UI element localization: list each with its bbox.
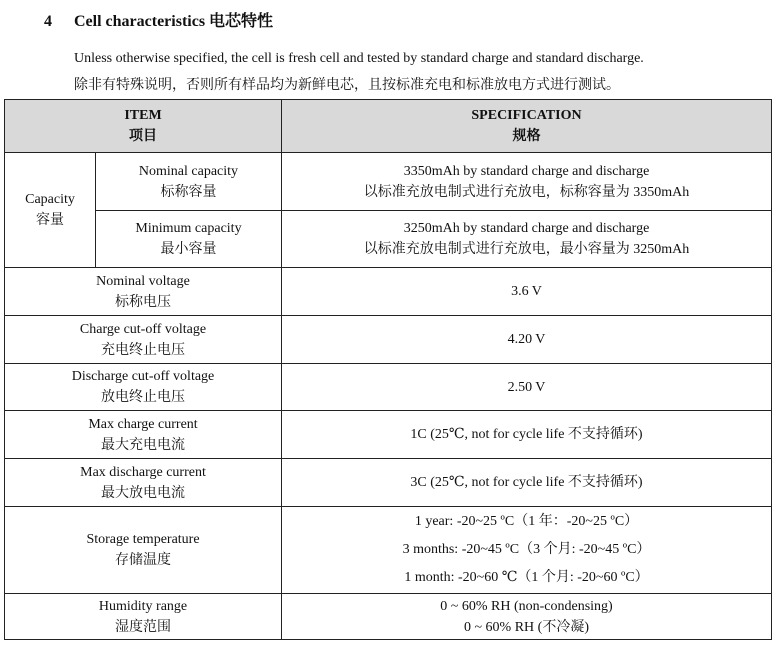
row-item: Discharge cut-off voltage 放电终止电压: [5, 364, 282, 411]
row-item: Humidity range 湿度范围: [5, 594, 282, 640]
table-row-charge-cutoff-voltage: [5, 316, 772, 364]
table-row-discharge-cutoff-voltage: [5, 364, 772, 411]
row-item: Max charge current 最大充电电流: [5, 411, 282, 459]
nominal-capacity-spec: 3350mAh by standard charge and discharge 以标准充放电制式进行充放电，标称容量为 3350mAh: [282, 153, 772, 211]
minimum-capacity-spec: 3250mAh by standard charge and discharge 以标准充放电制式进行充放电，最小容量为 3250mAh: [282, 211, 772, 268]
table-row-nominal-voltage: [5, 268, 772, 316]
row-spec: 3.6 V: [282, 268, 772, 316]
header-specification: SPECIFICATION 规格: [282, 100, 772, 153]
section-heading: [44, 8, 273, 31]
header-item: ITEM 项目: [5, 100, 282, 153]
table-row-minimum-capacity: [5, 211, 772, 268]
table-row-nominal-capacity: [5, 153, 772, 211]
intro-english: Unless otherwise specified, the cell is fresh cell and tested by standard charge and standard discharge.: [74, 51, 644, 66]
row-spec: 1C (25℃, not for cycle life 不支持循环): [282, 411, 772, 459]
humidity-range-spec: 0 ~ 60% RH (non-condensing) 0 ~ 60% RH (不冷凝): [282, 594, 772, 640]
row-spec: 2.50 V: [282, 364, 772, 411]
table-header-row: [5, 100, 772, 153]
table-row-max-charge-current: [5, 411, 772, 459]
table-row-humidity-range: [5, 594, 772, 640]
section-number: 4: [44, 13, 52, 30]
row-spec: 4.20 V: [282, 316, 772, 364]
nominal-capacity-item: Nominal capacity 标称容量: [96, 153, 282, 211]
row-item: Storage temperature 存储温度: [5, 507, 282, 594]
row-item: Charge cut-off voltage 充电终止电压: [5, 316, 282, 364]
minimum-capacity-item: Minimum capacity 最小容量: [96, 211, 282, 268]
capacity-group-label: Capacity 容量: [5, 153, 96, 268]
storage-temperature-spec: 1 year: -20~25 ºC（1 年：-20~25 ºC） 3 months: -20~45 ºC（3 个月: -20~45 ºC） 1 month: -20~60 ℃（1 个月: -20~60 ºC）: [282, 507, 772, 594]
intro-chinese: 除非有特殊说明，否则所有样品均为新鲜电芯，且按标准充电和标准放电方式进行测试。: [74, 78, 620, 93]
cell-characteristics-table: [4, 99, 772, 640]
row-item: Nominal voltage 标称电压: [5, 268, 282, 316]
row-item: Max discharge current 最大放电电流: [5, 459, 282, 507]
table-row-max-discharge-current: [5, 459, 772, 507]
section-title: Cell characteristics 电芯特性: [74, 13, 274, 30]
table-row-storage-temperature: [5, 507, 772, 594]
row-spec: 3C (25℃, not for cycle life 不支持循环): [282, 459, 772, 507]
